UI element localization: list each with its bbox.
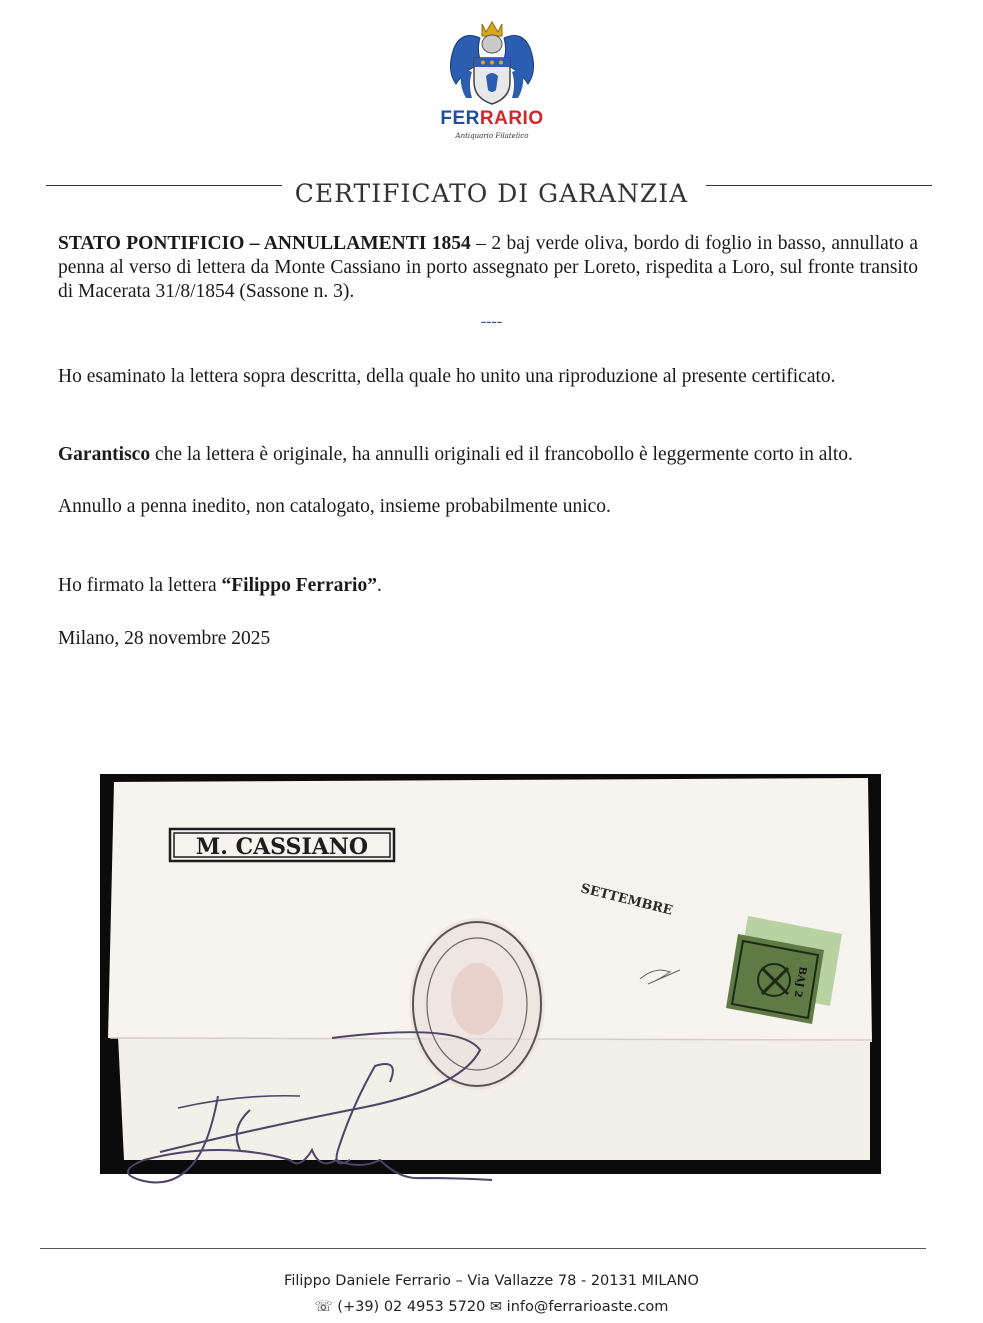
footer-address (0, 1273, 983, 1289)
guarantee-note: Annullo a penna inedito, non catalogato, insieme probabilmente unico. (58, 496, 611, 517)
logo-wordmark: FERRARIO (440, 108, 544, 129)
place-date: Milano, 28 novembre 2025 (58, 628, 271, 649)
guarantee-statement (58, 443, 918, 467)
stamp-value: BAJ 2 (791, 965, 808, 999)
signed-name: “Filippo Ferrario” (221, 575, 377, 596)
logo-tagline: Antiquario Filatelico (455, 132, 529, 140)
mail-icon: ✉ (489, 1299, 503, 1315)
guarantee-heading: Garantisco (58, 444, 151, 465)
title-rule-right (706, 185, 932, 186)
signed-statement (58, 574, 918, 598)
separator: ---- (480, 313, 503, 330)
guarantee-text: che la lettera è originale, ha annulli originali ed il francobollo è leggermente corto in alto. (150, 444, 853, 465)
ferrario-logo (432, 18, 552, 150)
signature (100, 1010, 520, 1200)
certificate-title: CERTIFICATO DI GARANZIA (294, 178, 689, 208)
footer-rule (40, 1248, 926, 1249)
description-text: – 2 baj verde oliva, bordo di foglio in basso, annullato a penna al verso di lettera da Monte Cassiano in porto assegnato per Loreto, rispedita a Loro, sul fronte transito di Macerata 31/8/1854 (Sassone n. 3). (58, 233, 918, 302)
signed-text: Ho firmato la lettera (58, 575, 222, 596)
description-heading: STATO PONTIFICIO – ANNULLAMENTI 1854 (58, 233, 471, 254)
signed-end: . (376, 575, 382, 596)
handstamp-text: M. CASSIANO (195, 834, 369, 860)
coat-of-arms-icon (432, 18, 552, 110)
footer-name: Filippo Daniele Ferrario (284, 1273, 451, 1289)
stamp-description (58, 232, 918, 304)
footer-address-text: – Via Vallazze 78 - 20131 MILANO (450, 1273, 699, 1289)
transit-postmark: SETTEMBRE (579, 881, 675, 919)
examined-statement: Ho esaminato la lettera sopra descritta, della quale ho unito una riproduzione al presente certificato. (58, 366, 836, 387)
phone-icon: ☏ (314, 1299, 333, 1315)
footer-contacts (0, 1299, 983, 1315)
footer-phone: (+39) 02 4953 5720 (332, 1299, 490, 1315)
footer-email: info@ferrarioaste.com (502, 1299, 669, 1315)
